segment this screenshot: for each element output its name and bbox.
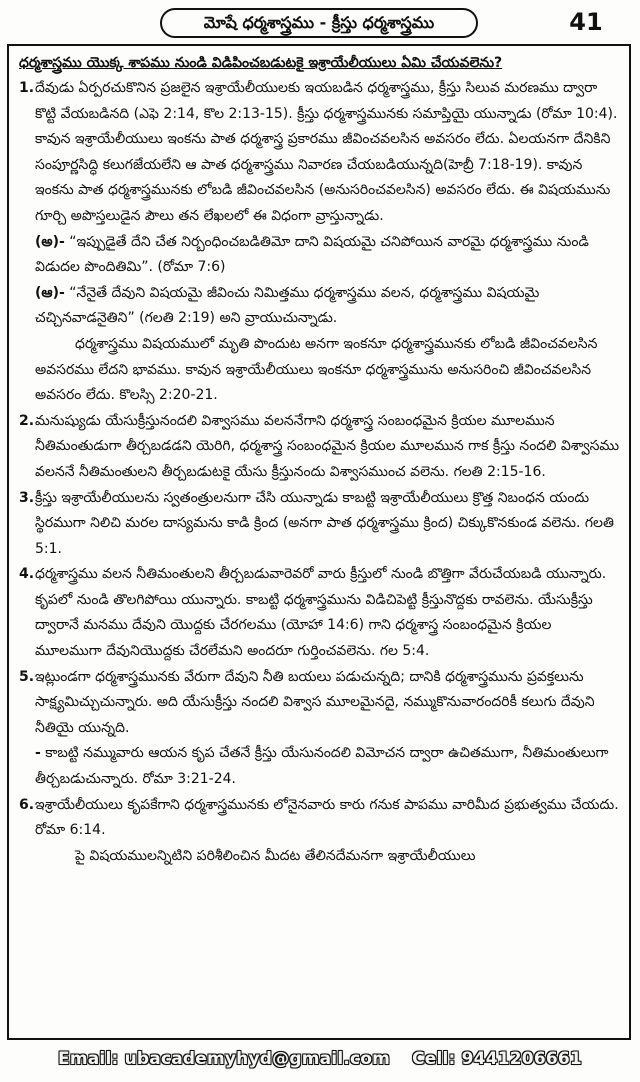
point-number: 2. xyxy=(19,412,35,429)
quote-text: “ఇప్పుడైతే దేని చేత నిర్బంధించబడితిమో దాని విషయమై చనిపోయిన వారమై ధర్మశాస్త్రము నుండి విడుదల పొందితిమి”. (రోమా 7:6) xyxy=(35,233,589,276)
quote-marker: (ఆ)- xyxy=(35,284,65,301)
footer-cell: Cell: 9441206661 xyxy=(412,1049,582,1069)
point-text: క్రీస్తు ఇశ్రాయేలీయులను స్వతంత్రులనుగా చేసి యున్నాడు కాబట్టి ఇశ్రాయేలీయులు క్రొత్త నిబంధన యందు స్థిరముగా నిలిచి మరల దాస్యమను కాడి క్రింద (అనగా పాత ధర్మశాస్త్రము క్రింద) చిక్కుకొనకుండ వలెను. గలతి 5:1. xyxy=(35,489,614,557)
point-3 xyxy=(19,486,621,563)
running-title: మోషే ధర్మశాస్త్రము - క్రీస్తు ధర్మశాస్త్రము xyxy=(160,8,478,38)
page-header xyxy=(0,0,640,46)
point-number: 6. xyxy=(19,796,35,813)
content-box xyxy=(7,44,631,1040)
quote-a xyxy=(35,230,621,281)
point-text: మనుష్యుడు యేసుక్రీస్తునందలి విశ్వాసము వలననేగాని ధర్మశాస్త్ర సంబంధమైన క్రియల మూలమున నీతిమంతుడుగా తీర్చబడడని యెరిగి, ధర్మశాస్త్ర సంబంధమైన క్రియల మూలమున గాక క్రీస్తు నందలి విశ్వాసము వలననే నీతిమంతులని తీర్చబడుటకై యేసు క్రీస్తునందు విశ్వాసముంచ వలెను. గలతి 2:15-16. xyxy=(35,412,620,480)
point-1 xyxy=(19,76,621,230)
point-4 xyxy=(19,562,621,664)
point-5-continuation xyxy=(35,741,621,792)
page-number: 41 xyxy=(569,8,603,36)
point-text: ధర్మశాస్త్రము వలన నీతిమంతులని తీర్చబడువారెవరో వారు క్రీస్తులో నుండి బొత్తిగా వేరుచేయబడి యున్నారు. కృపలో నుండి తొలగిపోయి యున్నారు. కాబట్టి ధర్మశాస్త్రమును విడిచిపెట్టి క్రీస్తునొద్దకు రావలెను. యేసుక్రీస్తు ద్వారానే మనము దేవుని యొద్దకు చేరగలము (యోహా 14:6) గాని ధర్మశాస్త్ర సంబంధమైన క్రియల మూలముగా దేవునియొద్దకు చేరలేమని అందరూ గుర్తించవలెను. గల 5:4. xyxy=(35,566,607,660)
quote-aa xyxy=(35,281,621,332)
point-number: 1. xyxy=(19,80,35,96)
point-2 xyxy=(19,409,621,486)
continuation-text: కాబట్టి నమ్మువారు ఆయన కృప చేతనే క్రీస్తు యేసునందలి విమోచన ద్వారా ఉచితముగా, నీతిమంతులుగా తీర్చబడుచున్నారు. రోమా 3:21-24. xyxy=(35,745,609,788)
section-heading: ధర్మశాస్త్రము యొక్క శాపము నుండి విడిపించబడుటకై ఇశ్రాయేలీయులు ఏమి చేయవలెను? xyxy=(19,55,503,71)
contact-footer xyxy=(0,1044,640,1076)
footer-email: Email: ubacademyhyd@gmail.com xyxy=(58,1049,391,1069)
point-number: 3. xyxy=(19,489,35,506)
quote-text: “నేనైతే దేవుని విషయమై జీవించు నిమిత్తము ధర్మశాస్త్రము వలన, ధర్మశాస్త్రము విషయమై చచ్చినవాడనైతిని” (గలతి 2:19) అని వ్రాయుచున్నాడు. xyxy=(35,284,540,327)
point-5 xyxy=(19,665,621,742)
point-text: ఇట్లుండగా ధర్మశాస్త్రమునకు వేరుగా దేవుని నీతి బయలు పడుచున్నది; దానికి ధర్మశాస్త్రమును ప్రవక్తలును సాక్ష్యమిచ్చుచున్నారు. అది యేసుక్రీస్తు నందలి విశ్వాస మూలమైనదై, నమ్ముకొనువారందరికీ కలుగు దేవుని నీతియై యున్నది. xyxy=(35,668,595,736)
explanation-paragraph: ధర్మశాస్త్రము విషయములో మృతి పొందుట అనగా ఇంకనూ ధర్మశాస్త్రమునకు లోబడి జీవించవలసిన అవసరము లేదని భావము. కావున ఇశ్రాయేలీయులు ఇంకనూ ధర్మశాస్త్రమును అనుసరించి జీవించవలసిన అవసరం లేదు. కొలస్సి 2:20-21. xyxy=(35,335,598,404)
point-text: దేవుడు ఏర్పరచుకొనిన ప్రజలైన ఇశ్రాయేలీయులకు ఇయబడిన ధర్మశాస్త్రము, క్రీస్తు సిలువ మరణము ద్వారా కొట్టి వేయబడినది (ఎఫె 2:14, కొల 2:13-15). క్రీస్తు ధర్మశాస్త్రమునకు సమాప్తియై యున్నాడు (రోమా 10:4). కావున ఇశ్రాయేలీయులు ఇంకను పాత ధర్మశాస్త్ర ప్రకారము జీవించవలసిన అవసరం లేదు. ఏలయనగా దేనికిని సంపూర్ణసిద్ధి కలుగజేయలేని ఆ పాత ధర్మశాస్త్రము నివారణ చేయబడియున్నది(హెబ్రీ 7:18-19). కావున ఇంకను పాత ధర్మశాస్త్రమునకు లోబడి జీవించవలసిన (అనుసరించవలసిన) అవసరం లేదు. ఈ విషయమును గూర్చి అపొస్తలుడైన పౌలు తన లేఖలలో ఈ విధంగా వ్రాస్తున్నాడు. xyxy=(35,80,618,224)
point-number: 5. xyxy=(19,668,35,685)
point-text: ఇశ్రాయేలీయులు కృపకేగాని ధర్మశాస్త్రమునకు లోనైనవారు కారు గనుక పాపము వారిమీద ప్రభుత్వము చేయదు. రోమా 6:14. xyxy=(35,796,619,839)
dash-marker: - xyxy=(35,745,41,762)
conclusion-paragraph: పై విషయములన్నిటిని పరిశీలించిన మీదట తేలినదేమనగా ఇశ్రాయేలీయులు xyxy=(75,847,476,864)
point-number: 4. xyxy=(19,566,35,583)
point-6 xyxy=(19,793,621,844)
quote-marker: (అ)- xyxy=(35,233,65,250)
